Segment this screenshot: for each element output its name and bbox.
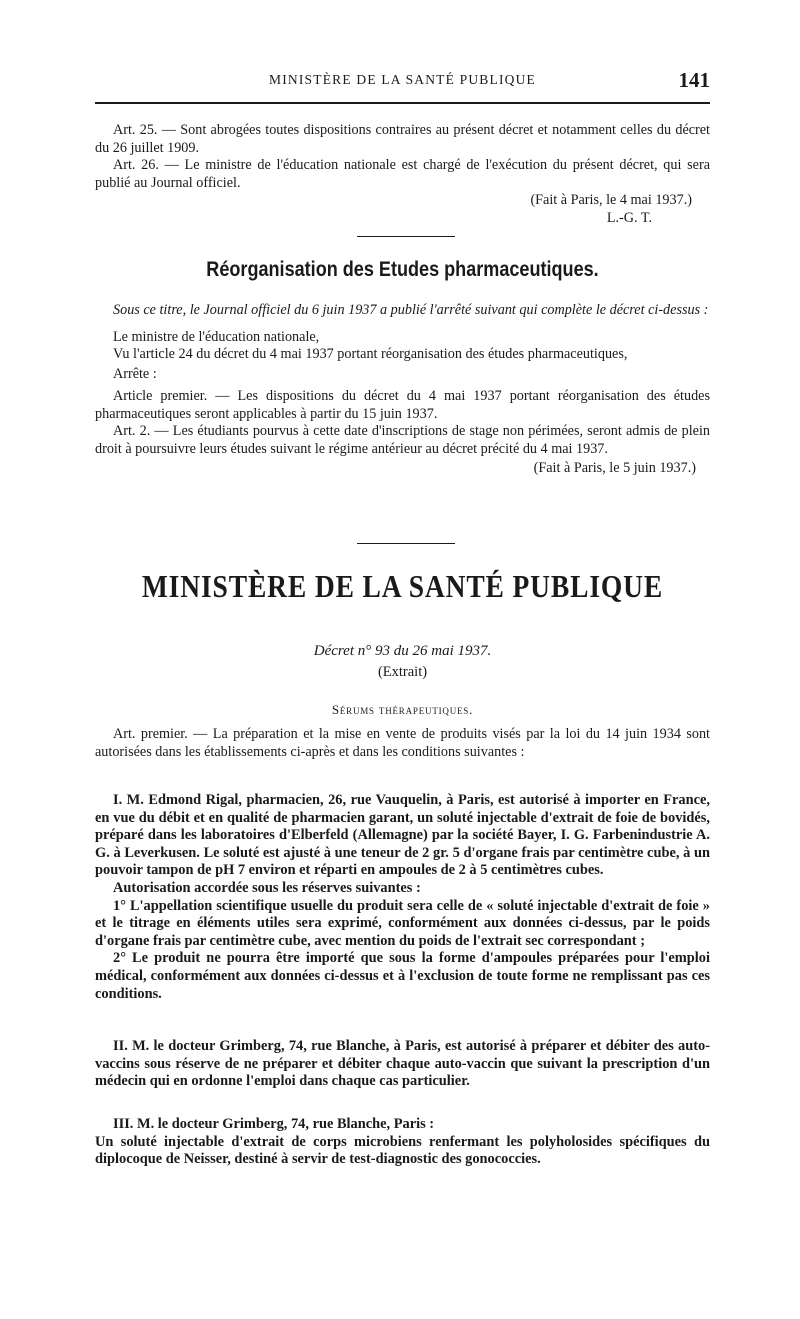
decree-closing-articles bbox=[95, 122, 710, 227]
reorg-intro: Sous ce titre, le Journal officiel du 6 juin 1937 a publié l'arrêté suivant qui complète le décret ci-dessus : bbox=[113, 302, 709, 318]
item-i-reserve-1: 1° L'appellation scientifique usuelle du produit sera celle de « soluté injectable d'extrait de foie » et le titrage en éléments utiles sera exprimé, conformément aux données ci-dessus, par le poids d'organe frais par centimètre cube, avec mention du poids de l'extrait sec correspondant ; bbox=[95, 897, 710, 949]
item-i-authorisation: Autorisation accordée sous les réserves suivantes : bbox=[113, 879, 421, 896]
page-number: 141 bbox=[678, 68, 710, 92]
section-divider bbox=[357, 236, 455, 237]
item-iii-paragraph: Un soluté injectable d'extrait de corps microbiens renfermant les polyholosides spécifiques du diplocoque de Neisser, destiné à servir de test-diagnostic des gonococcies. bbox=[95, 1133, 710, 1168]
reorg-signoff: (Fait à Paris, le 5 juin 1937.) bbox=[533, 460, 696, 476]
decree-number-title: Décret n° 93 du 26 mai 1937. bbox=[313, 643, 492, 659]
item-ii-paragraph: II. M. le docteur Grimberg, 74, rue Blanche, à Paris, est autorisé à préparer et débiter des auto-vaccins sous réserve de ne préparer et débiter chaque auto-vaccin que suivant la prescription d'un médecin qui en ordonne l'emploi dans chaque cas particulier. bbox=[95, 1038, 710, 1090]
header-rule bbox=[95, 102, 710, 104]
reorg-vu: Vu l'article 24 du décret du 4 mai 1937 portant réorganisation des études pharmaceutiques, bbox=[113, 346, 628, 362]
ministry-title: MINISTÈRE DE LA SANTÉ PUBLIQUE bbox=[141, 568, 664, 604]
decree-signoff: (Fait à Paris, le 4 mai 1937.) bbox=[530, 192, 692, 208]
ministry-divider bbox=[357, 543, 455, 544]
serum-subheading: Sérums thérapeutiques. bbox=[331, 702, 474, 717]
running-title: MINISTÈRE DE LA SANTÉ PUBLIQUE bbox=[269, 72, 536, 87]
ministry-art-premier: Art. premier. — La préparation et la mise en vente de produits visés par la loi du 14 juin 1934 sont autorisées dans les établissements ci-après et dans les conditions suivantes : bbox=[95, 726, 710, 760]
item-iii-block bbox=[95, 1116, 710, 1169]
ministry-article-1 bbox=[95, 726, 710, 761]
reorganisation-body bbox=[95, 302, 710, 478]
item-i-block bbox=[95, 792, 710, 1003]
article-25: Art. 25. — Sont abrogées toutes dispositions contraires au présent décret et notamment celles du décret du 26 juillet 1909. bbox=[95, 122, 710, 156]
reorg-arrete: Arrête : bbox=[113, 365, 157, 382]
item-i-reserve-2: 2° Le produit ne pourra être importé que sous la forme d'ampoules préparées pour l'emploi médical, conformément aux données ci-dessus et à l'exclusion de toute forme ne remplissant pas ces conditions. bbox=[95, 950, 710, 1002]
section-title-reorganisation: Réorganisation des Etudes pharmaceutiques. bbox=[206, 258, 599, 281]
reorg-minister: Le ministre de l'éducation nationale, bbox=[113, 328, 320, 345]
article-26: Art. 26. — Le ministre de l'éducation nationale est chargé de l'exécution du présent décret, qui sera publié au Journal officiel. bbox=[95, 157, 710, 191]
item-i-paragraph: I. M. Edmond Rigal, pharmacien, 26, rue Vauquelin, à Paris, est autorisé à importer en France, en vue du débit et en qualité de pharmacien garant, un soluté injectable d'extrait de foie de bovidés, préparé dans les laboratoires d'Elberfeld (Allemagne) par la société Bayer, I. G. Farbenindustrie A. G. à Leverkusen. Le soluté est ajusté à une teneur de 2 gr. 5 d'organe frais par centimètre cube, à un pouvoir tampon de pH 7 environ et réparti en ampoules de 2 à 5 centimètres cubes. bbox=[95, 792, 710, 879]
reorg-article-2: Art. 2. — Les étudiants pourvus à cette date d'inscriptions de stage non périmées, seront admis de plein droit à poursuivre leurs études suivant le régime antérieur au décret précité du 4 mai 1937. bbox=[95, 423, 710, 457]
decree-signature: L.-G. T. bbox=[606, 209, 652, 226]
item-iii-heading: III. M. le docteur Grimberg, 74, rue Blanche, Paris : bbox=[113, 1116, 435, 1132]
reorg-article-1: Article premier. — Les dispositions du décret du 4 mai 1937 portant réorganisation des études pharmaceutiques seront applicables à partir du 15 juin 1937. bbox=[95, 388, 710, 422]
decree-extract-label: (Extrait) bbox=[377, 664, 428, 680]
running-header bbox=[95, 68, 710, 98]
item-ii-block bbox=[95, 1038, 710, 1091]
